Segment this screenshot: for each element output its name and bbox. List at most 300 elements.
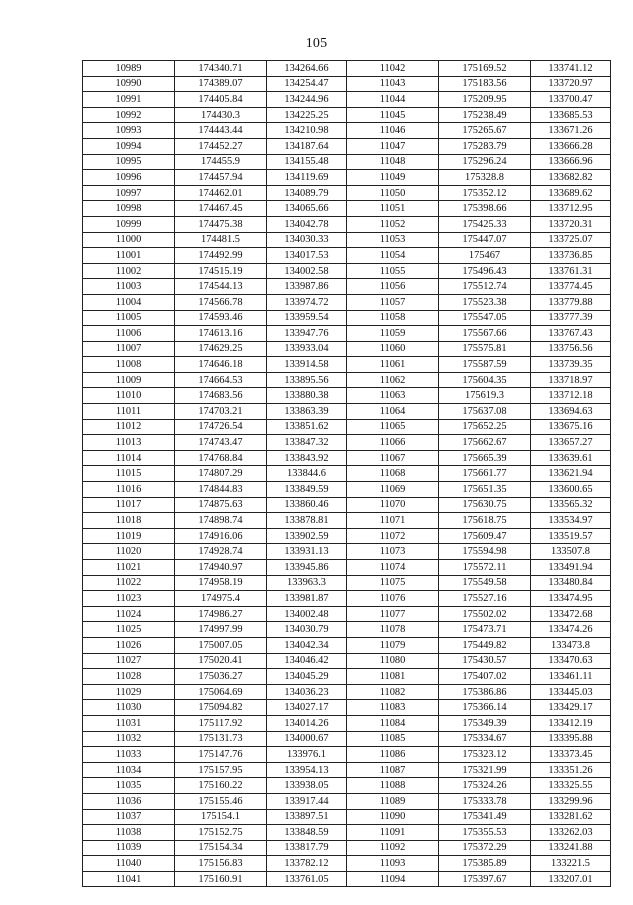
left-x-coordinate-cell: 174389.07: [175, 76, 267, 92]
right-y-coordinate-cell: 133736.85: [531, 248, 611, 264]
right-y-coordinate-cell: 133534.97: [531, 513, 611, 529]
left-x-coordinate-cell: 174928.74: [175, 544, 267, 560]
left-point-number-cell: 11001: [83, 248, 175, 264]
left-y-coordinate-cell: 133974.72: [267, 294, 347, 310]
left-x-coordinate-cell: 174430.3: [175, 107, 267, 123]
right-point-number-cell: 11055: [347, 263, 439, 279]
right-y-coordinate-cell: 133671.26: [531, 123, 611, 139]
right-point-number-cell: 11043: [347, 76, 439, 92]
right-point-number-cell: 11051: [347, 201, 439, 217]
left-y-coordinate-cell: 134027.17: [267, 700, 347, 716]
right-x-coordinate-cell: 175630.75: [439, 497, 531, 513]
left-point-number-cell: 11022: [83, 575, 175, 591]
left-point-number-cell: 11032: [83, 731, 175, 747]
table-row: [83, 653, 611, 669]
right-y-coordinate-cell: 133700.47: [531, 92, 611, 108]
left-y-coordinate-cell: 134264.66: [267, 61, 347, 77]
right-x-coordinate-cell: 175449.82: [439, 637, 531, 653]
table-row: [83, 170, 611, 186]
right-point-number-cell: 11066: [347, 435, 439, 451]
table-row: [83, 341, 611, 357]
right-y-coordinate-cell: 133739.35: [531, 357, 611, 373]
left-x-coordinate-cell: 174844.83: [175, 482, 267, 498]
right-x-coordinate-cell: 175651.35: [439, 482, 531, 498]
right-y-coordinate-cell: 133779.88: [531, 294, 611, 310]
right-x-coordinate-cell: 175333.78: [439, 793, 531, 809]
right-y-coordinate-cell: 133767.43: [531, 326, 611, 342]
left-x-coordinate-cell: 175117.92: [175, 715, 267, 731]
right-y-coordinate-cell: 133621.94: [531, 466, 611, 482]
right-point-number-cell: 11061: [347, 357, 439, 373]
right-x-coordinate-cell: 175512.74: [439, 279, 531, 295]
right-y-coordinate-cell: 133774.45: [531, 279, 611, 295]
right-x-coordinate-cell: 175572.11: [439, 560, 531, 576]
right-point-number-cell: 11087: [347, 762, 439, 778]
right-x-coordinate-cell: 175328.8: [439, 170, 531, 186]
table-row: [83, 466, 611, 482]
left-y-coordinate-cell: 134254.47: [267, 76, 347, 92]
left-point-number-cell: 10989: [83, 61, 175, 77]
left-y-coordinate-cell: 134042.78: [267, 216, 347, 232]
right-x-coordinate-cell: 175652.25: [439, 419, 531, 435]
right-point-number-cell: 11070: [347, 497, 439, 513]
left-point-number-cell: 11039: [83, 840, 175, 856]
left-y-coordinate-cell: 133849.59: [267, 482, 347, 498]
right-point-number-cell: 11079: [347, 637, 439, 653]
right-y-coordinate-cell: 133682.82: [531, 170, 611, 186]
left-x-coordinate-cell: 175154.1: [175, 809, 267, 825]
table-row: [83, 825, 611, 841]
left-point-number-cell: 11030: [83, 700, 175, 716]
table-row: [83, 684, 611, 700]
right-y-coordinate-cell: 133761.31: [531, 263, 611, 279]
left-point-number-cell: 10996: [83, 170, 175, 186]
right-y-coordinate-cell: 133299.96: [531, 793, 611, 809]
right-x-coordinate-cell: 175430.57: [439, 653, 531, 669]
table-row: [83, 201, 611, 217]
left-x-coordinate-cell: 174807.29: [175, 466, 267, 482]
table-row: [83, 560, 611, 576]
table-row: [83, 310, 611, 326]
right-y-coordinate-cell: 133207.01: [531, 871, 611, 887]
left-y-coordinate-cell: 133851.62: [267, 419, 347, 435]
table-row: [83, 326, 611, 342]
left-y-coordinate-cell: 133933.04: [267, 341, 347, 357]
left-x-coordinate-cell: 174405.84: [175, 92, 267, 108]
right-y-coordinate-cell: 133491.94: [531, 560, 611, 576]
right-x-coordinate-cell: 175473.71: [439, 622, 531, 638]
right-point-number-cell: 11050: [347, 185, 439, 201]
right-x-coordinate-cell: 175661.77: [439, 466, 531, 482]
right-point-number-cell: 11059: [347, 326, 439, 342]
table-row: [83, 544, 611, 560]
right-y-coordinate-cell: 133445.03: [531, 684, 611, 700]
right-point-number-cell: 11068: [347, 466, 439, 482]
right-y-coordinate-cell: 133519.57: [531, 528, 611, 544]
left-point-number-cell: 11040: [83, 856, 175, 872]
left-x-coordinate-cell: 174515.19: [175, 263, 267, 279]
left-point-number-cell: 11007: [83, 341, 175, 357]
left-point-number-cell: 11016: [83, 482, 175, 498]
left-point-number-cell: 10992: [83, 107, 175, 123]
left-x-coordinate-cell: 174443.44: [175, 123, 267, 139]
left-x-coordinate-cell: 174997.99: [175, 622, 267, 638]
right-point-number-cell: 11067: [347, 450, 439, 466]
left-y-coordinate-cell: 133844.6: [267, 466, 347, 482]
left-y-coordinate-cell: 133945.86: [267, 560, 347, 576]
right-point-number-cell: 11058: [347, 310, 439, 326]
left-point-number-cell: 11025: [83, 622, 175, 638]
left-y-coordinate-cell: 133947.76: [267, 326, 347, 342]
table-row: [83, 185, 611, 201]
left-y-coordinate-cell: 133902.59: [267, 528, 347, 544]
right-x-coordinate-cell: 175209.95: [439, 92, 531, 108]
left-x-coordinate-cell: 174475.38: [175, 216, 267, 232]
right-y-coordinate-cell: 133685.53: [531, 107, 611, 123]
table-row: [83, 76, 611, 92]
right-x-coordinate-cell: 175547.05: [439, 310, 531, 326]
right-point-number-cell: 11092: [347, 840, 439, 856]
table-row: [83, 294, 611, 310]
right-x-coordinate-cell: 175549.58: [439, 575, 531, 591]
left-x-coordinate-cell: 175147.76: [175, 747, 267, 763]
right-x-coordinate-cell: 175323.12: [439, 747, 531, 763]
table-row: [83, 232, 611, 248]
left-y-coordinate-cell: 133981.87: [267, 591, 347, 607]
right-point-number-cell: 11081: [347, 669, 439, 685]
right-x-coordinate-cell: 175296.24: [439, 154, 531, 170]
left-x-coordinate-cell: 174462.01: [175, 185, 267, 201]
right-x-coordinate-cell: 175575.81: [439, 341, 531, 357]
table-row: [83, 575, 611, 591]
left-y-coordinate-cell: 134017.53: [267, 248, 347, 264]
right-y-coordinate-cell: 133473.8: [531, 637, 611, 653]
left-x-coordinate-cell: 174898.74: [175, 513, 267, 529]
table-row: [83, 154, 611, 170]
left-x-coordinate-cell: 174975.4: [175, 591, 267, 607]
table-row: [83, 622, 611, 638]
table-row: [83, 138, 611, 154]
table-row: [83, 372, 611, 388]
left-point-number-cell: 10991: [83, 92, 175, 108]
left-x-coordinate-cell: 174664.53: [175, 372, 267, 388]
left-x-coordinate-cell: 175094.82: [175, 700, 267, 716]
table-row: [83, 591, 611, 607]
right-x-coordinate-cell: 175265.67: [439, 123, 531, 139]
left-y-coordinate-cell: 134030.79: [267, 622, 347, 638]
right-y-coordinate-cell: 133712.95: [531, 201, 611, 217]
right-x-coordinate-cell: 175523.38: [439, 294, 531, 310]
left-point-number-cell: 11035: [83, 778, 175, 794]
left-y-coordinate-cell: 134187.64: [267, 138, 347, 154]
right-point-number-cell: 11044: [347, 92, 439, 108]
left-point-number-cell: 11009: [83, 372, 175, 388]
left-x-coordinate-cell: 175152.75: [175, 825, 267, 841]
left-x-coordinate-cell: 174916.06: [175, 528, 267, 544]
table-row: [83, 123, 611, 139]
right-point-number-cell: 11094: [347, 871, 439, 887]
right-point-number-cell: 11072: [347, 528, 439, 544]
table-row: [83, 715, 611, 731]
left-x-coordinate-cell: 174457.94: [175, 170, 267, 186]
table-row: [83, 637, 611, 653]
left-y-coordinate-cell: 134014.26: [267, 715, 347, 731]
right-point-number-cell: 11084: [347, 715, 439, 731]
left-y-coordinate-cell: 134046.42: [267, 653, 347, 669]
left-point-number-cell: 11008: [83, 357, 175, 373]
left-x-coordinate-cell: 174743.47: [175, 435, 267, 451]
left-point-number-cell: 11004: [83, 294, 175, 310]
right-x-coordinate-cell: 175321.99: [439, 762, 531, 778]
right-x-coordinate-cell: 175604.35: [439, 372, 531, 388]
left-y-coordinate-cell: 134244.96: [267, 92, 347, 108]
table-row: [83, 497, 611, 513]
left-y-coordinate-cell: 133878.81: [267, 513, 347, 529]
right-y-coordinate-cell: 133474.95: [531, 591, 611, 607]
right-y-coordinate-cell: 133565.32: [531, 497, 611, 513]
table-row: [83, 279, 611, 295]
left-point-number-cell: 10999: [83, 216, 175, 232]
left-y-coordinate-cell: 134000.67: [267, 731, 347, 747]
left-x-coordinate-cell: 174492.99: [175, 248, 267, 264]
left-point-number-cell: 11005: [83, 310, 175, 326]
right-point-number-cell: 11093: [347, 856, 439, 872]
right-point-number-cell: 11057: [347, 294, 439, 310]
left-x-coordinate-cell: 174593.46: [175, 310, 267, 326]
right-x-coordinate-cell: 175283.79: [439, 138, 531, 154]
right-y-coordinate-cell: 133281.62: [531, 809, 611, 825]
left-point-number-cell: 11027: [83, 653, 175, 669]
left-y-coordinate-cell: 134119.69: [267, 170, 347, 186]
right-y-coordinate-cell: 133351.26: [531, 762, 611, 778]
left-x-coordinate-cell: 174683.56: [175, 388, 267, 404]
right-point-number-cell: 11048: [347, 154, 439, 170]
left-x-coordinate-cell: 174768.84: [175, 450, 267, 466]
left-point-number-cell: 11000: [83, 232, 175, 248]
left-x-coordinate-cell: 174566.78: [175, 294, 267, 310]
left-x-coordinate-cell: 175020.41: [175, 653, 267, 669]
right-y-coordinate-cell: 133718.97: [531, 372, 611, 388]
right-x-coordinate-cell: 175594.98: [439, 544, 531, 560]
left-point-number-cell: 11024: [83, 606, 175, 622]
left-x-coordinate-cell: 174726.54: [175, 419, 267, 435]
left-x-coordinate-cell: 174467.45: [175, 201, 267, 217]
right-y-coordinate-cell: 133241.88: [531, 840, 611, 856]
left-y-coordinate-cell: 133917.44: [267, 793, 347, 809]
right-x-coordinate-cell: 175425.33: [439, 216, 531, 232]
left-point-number-cell: 11023: [83, 591, 175, 607]
left-point-number-cell: 11013: [83, 435, 175, 451]
table-row: [83, 435, 611, 451]
right-x-coordinate-cell: 175352.12: [439, 185, 531, 201]
left-y-coordinate-cell: 133938.05: [267, 778, 347, 794]
left-point-number-cell: 11021: [83, 560, 175, 576]
table-row: [83, 856, 611, 872]
right-x-coordinate-cell: 175609.47: [439, 528, 531, 544]
left-y-coordinate-cell: 134065.66: [267, 201, 347, 217]
table-row: [83, 248, 611, 264]
left-x-coordinate-cell: 175154.34: [175, 840, 267, 856]
table-row: [83, 747, 611, 763]
left-point-number-cell: 11003: [83, 279, 175, 295]
page-number: 105: [305, 36, 328, 51]
right-point-number-cell: 11086: [347, 747, 439, 763]
right-point-number-cell: 11042: [347, 61, 439, 77]
right-point-number-cell: 11054: [347, 248, 439, 264]
coordinates-table-body: [83, 61, 611, 887]
right-point-number-cell: 11090: [347, 809, 439, 825]
right-x-coordinate-cell: 175662.67: [439, 435, 531, 451]
left-point-number-cell: 10990: [83, 76, 175, 92]
right-point-number-cell: 11063: [347, 388, 439, 404]
right-point-number-cell: 11075: [347, 575, 439, 591]
right-y-coordinate-cell: 133472.68: [531, 606, 611, 622]
right-x-coordinate-cell: 175398.66: [439, 201, 531, 217]
left-x-coordinate-cell: 174940.97: [175, 560, 267, 576]
left-x-coordinate-cell: 175160.22: [175, 778, 267, 794]
right-point-number-cell: 11089: [347, 793, 439, 809]
left-point-number-cell: 11011: [83, 404, 175, 420]
right-y-coordinate-cell: 133675.16: [531, 419, 611, 435]
table-row: [83, 482, 611, 498]
right-y-coordinate-cell: 133666.28: [531, 138, 611, 154]
table-row: [83, 419, 611, 435]
left-point-number-cell: 11015: [83, 466, 175, 482]
left-point-number-cell: 11010: [83, 388, 175, 404]
left-x-coordinate-cell: 174544.13: [175, 279, 267, 295]
left-y-coordinate-cell: 133863.39: [267, 404, 347, 420]
right-y-coordinate-cell: 133461.11: [531, 669, 611, 685]
left-point-number-cell: 11002: [83, 263, 175, 279]
right-point-number-cell: 11078: [347, 622, 439, 638]
right-x-coordinate-cell: 175397.67: [439, 871, 531, 887]
left-x-coordinate-cell: 174646.18: [175, 357, 267, 373]
right-y-coordinate-cell: 133507.8: [531, 544, 611, 560]
left-point-number-cell: 10998: [83, 201, 175, 217]
right-point-number-cell: 11077: [347, 606, 439, 622]
left-y-coordinate-cell: 133954.13: [267, 762, 347, 778]
left-y-coordinate-cell: 134155.48: [267, 154, 347, 170]
table-row: [83, 388, 611, 404]
right-y-coordinate-cell: 133262.03: [531, 825, 611, 841]
right-x-coordinate-cell: 175324.26: [439, 778, 531, 794]
table-row: [83, 840, 611, 856]
right-point-number-cell: 11065: [347, 419, 439, 435]
right-y-coordinate-cell: 133694.63: [531, 404, 611, 420]
right-x-coordinate-cell: 175341.49: [439, 809, 531, 825]
left-x-coordinate-cell: 175064.69: [175, 684, 267, 700]
right-y-coordinate-cell: 133395.88: [531, 731, 611, 747]
right-y-coordinate-cell: 133720.31: [531, 216, 611, 232]
left-y-coordinate-cell: 134002.58: [267, 263, 347, 279]
table-row: [83, 450, 611, 466]
left-y-coordinate-cell: 133895.56: [267, 372, 347, 388]
left-y-coordinate-cell: 133976.1: [267, 747, 347, 763]
left-point-number-cell: 11019: [83, 528, 175, 544]
left-y-coordinate-cell: 133987.86: [267, 279, 347, 295]
right-point-number-cell: 11064: [347, 404, 439, 420]
right-point-number-cell: 11069: [347, 482, 439, 498]
right-x-coordinate-cell: 175467: [439, 248, 531, 264]
right-x-coordinate-cell: 175665.39: [439, 450, 531, 466]
right-x-coordinate-cell: 175502.02: [439, 606, 531, 622]
left-y-coordinate-cell: 133843.92: [267, 450, 347, 466]
table-row: [83, 404, 611, 420]
table-row: [83, 606, 611, 622]
left-x-coordinate-cell: 174958.19: [175, 575, 267, 591]
table-row: [83, 871, 611, 887]
left-x-coordinate-cell: 175155.46: [175, 793, 267, 809]
right-y-coordinate-cell: 133412.19: [531, 715, 611, 731]
left-point-number-cell: 11031: [83, 715, 175, 731]
right-x-coordinate-cell: 175366.14: [439, 700, 531, 716]
left-x-coordinate-cell: 174986.27: [175, 606, 267, 622]
right-x-coordinate-cell: 175618.75: [439, 513, 531, 529]
left-x-coordinate-cell: 175007.05: [175, 637, 267, 653]
left-y-coordinate-cell: 133848.59: [267, 825, 347, 841]
left-y-coordinate-cell: 134042.34: [267, 637, 347, 653]
table-row: [83, 731, 611, 747]
left-point-number-cell: 11017: [83, 497, 175, 513]
left-point-number-cell: 11020: [83, 544, 175, 560]
right-y-coordinate-cell: 133474.26: [531, 622, 611, 638]
table-row: [83, 700, 611, 716]
right-point-number-cell: 11083: [347, 700, 439, 716]
left-point-number-cell: 11033: [83, 747, 175, 763]
left-y-coordinate-cell: 134210.98: [267, 123, 347, 139]
left-x-coordinate-cell: 174481.5: [175, 232, 267, 248]
right-x-coordinate-cell: 175567.66: [439, 326, 531, 342]
right-y-coordinate-cell: 133666.96: [531, 154, 611, 170]
right-point-number-cell: 11053: [347, 232, 439, 248]
right-point-number-cell: 11049: [347, 170, 439, 186]
right-point-number-cell: 11071: [347, 513, 439, 529]
left-x-coordinate-cell: 175036.27: [175, 669, 267, 685]
left-x-coordinate-cell: 175160.91: [175, 871, 267, 887]
right-x-coordinate-cell: 175407.02: [439, 669, 531, 685]
right-x-coordinate-cell: 175619.3: [439, 388, 531, 404]
left-point-number-cell: 11018: [83, 513, 175, 529]
right-y-coordinate-cell: 133639.61: [531, 450, 611, 466]
left-y-coordinate-cell: 134002.48: [267, 606, 347, 622]
left-x-coordinate-cell: 175156.83: [175, 856, 267, 872]
left-y-coordinate-cell: 134045.29: [267, 669, 347, 685]
left-point-number-cell: 10993: [83, 123, 175, 139]
right-y-coordinate-cell: 133712.18: [531, 388, 611, 404]
right-point-number-cell: 11082: [347, 684, 439, 700]
left-x-coordinate-cell: 174875.63: [175, 497, 267, 513]
right-point-number-cell: 11088: [347, 778, 439, 794]
right-y-coordinate-cell: 133741.12: [531, 61, 611, 77]
left-x-coordinate-cell: 174452.27: [175, 138, 267, 154]
table-row: [83, 793, 611, 809]
left-y-coordinate-cell: 133782.12: [267, 856, 347, 872]
right-y-coordinate-cell: 133373.45: [531, 747, 611, 763]
table-row: [83, 809, 611, 825]
left-point-number-cell: 10995: [83, 154, 175, 170]
table-row: [83, 778, 611, 794]
right-x-coordinate-cell: 175355.53: [439, 825, 531, 841]
right-x-coordinate-cell: 175587.59: [439, 357, 531, 373]
table-row: [83, 216, 611, 232]
right-x-coordinate-cell: 175349.39: [439, 715, 531, 731]
left-point-number-cell: 11034: [83, 762, 175, 778]
right-x-coordinate-cell: 175372.29: [439, 840, 531, 856]
right-y-coordinate-cell: 133325.55: [531, 778, 611, 794]
right-y-coordinate-cell: 133600.65: [531, 482, 611, 498]
left-x-coordinate-cell: 174629.25: [175, 341, 267, 357]
right-y-coordinate-cell: 133720.97: [531, 76, 611, 92]
